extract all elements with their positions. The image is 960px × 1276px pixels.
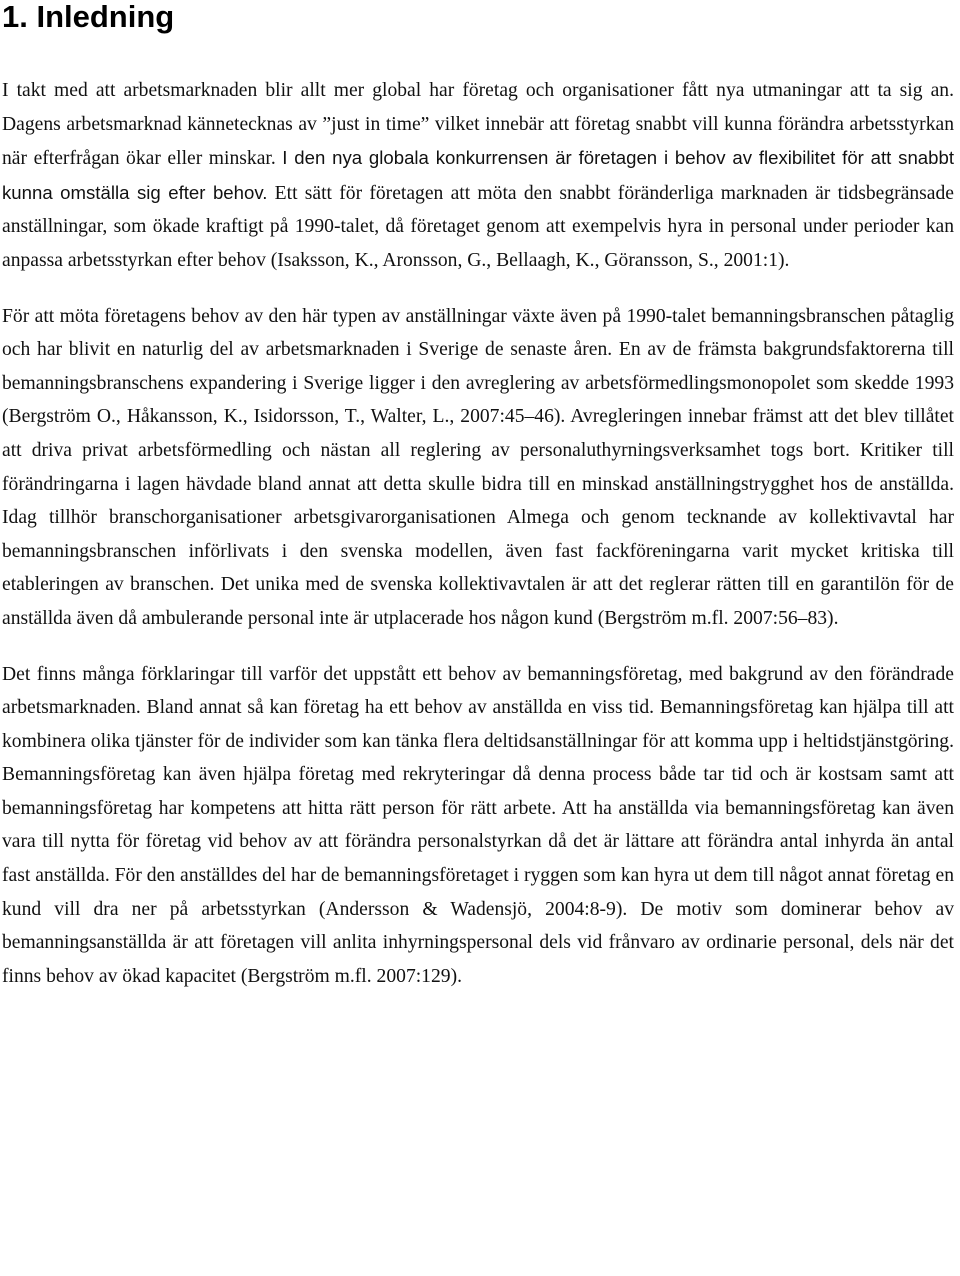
paragraph-1-sentence-2: I den nya globala konkurrensen är företagen i behov av flexibilitet för att snabbt kunna omställa sig efter behov.: [2, 147, 954, 203]
paragraph-1-sentence-3: Ett sätt för företagen att möta den snabbt föränderliga marknaden är tidsbegränsade anställningar, som ökade kraftigt på 1990-talet, då företaget genom att exempelvis hyra in personal under perioder kan anpassa arbetsstyrkan efter behov (Isaksson, K., Aronsson, G., Bellaagh, K., Göransson, S., 2001:1).: [2, 182, 954, 271]
section-heading: 1. Inledning: [2, 0, 175, 34]
paragraph-3: Det finns många förklaringar till varför det uppstått ett behov av bemanningsföretag, med bakgrund av den förändrade arbetsmarknaden. Bland annat så kan företag ha ett behov av anställda en viss tid. Bemanningsföretag kan hjälpa till att kombinera olika tjänster för de individer som kan tänka flera deltidsanställningar för att komma upp i heltidstjänstgöring. Bemanningsföretag kan även hjälpa företag med rekryteringar då denna process både tar tid och är kostsam samt att bemanningsföretag har kompetens att hitta rätt person för rätt arbete. Att ha anställda via bemanningsföretag kan även vara till nytta för företag vid behov av att förändra personalstyrkan då det är lättare att förändra antal inhyrda än antal fast anställda. För den anställdes del har de bemanningsföretaget i ryggen som kan hyra ut dem till något annat företag en kund vill dra ner på arbetsstyrkan (Andersson & Wadensjö, 2004:8-9). De motiv som dominerar behov av bemanningsanställda är att företagen vill anlita inhyrningspersonal dels vid frånvaro av ordinarie personal, dels när det finns behov av ökad kapacitet (Bergström m.fl. 2007:129).: [2, 663, 954, 987]
paragraph-1-sentence-1: I takt med att arbetsmarknaden blir allt mer global har företag och organisationer fått nya utmaningar att ta sig an. Dagens arbetsmarknad kännetecknas av ”just in time” vilket innebär att företag snabbt vill kunna förändra arbetsstyrkan när efterfrågan ökar eller minskar.: [2, 80, 954, 170]
paragraph-1: [2, 74, 954, 278]
paragraph-2: För att möta företagens behov av den här typen av anställningar växte även på 1990-talet bemanningsbranschen påtaglig och har blivit en naturlig del av arbetsmarknaden i Sverige de senaste åren. En av de främsta bakgrundsfaktorerna till bemanningsbranschens expandering i Sverige ligger i den avreglering av arbetsförmedlingsmonopolet som skedde 1993 (Bergström O., Håkansson, K., Isidorsson, T., Walter, L., 2007:45–46). Avregleringen innebar främst att det blev tillåtet att driva privat arbetsförmedling och nästan all reglering av personaluthyrningsverksamhet togs bort. Kritiker till förändringarna i lagen hävdade bland annat att detta skulle bidra till en minskad anställningstrygghet hos de anställda. Idag tillhör branschorganisationer arbetsgivarorganisationen Almega och genom tecknande av kollektivavtal har bemanningsbranschen införlivats i den svenska modellen, även fast fackföreningarna varit mycket kritiska till etableringen av branschen. Det unika med de svenska kollektivavtalen är att det reglerar rätten till en garantilön för de anställda även då ambulerande personal inte är utplacerade hos någon kund (Bergström m.fl. 2007:56–83).: [2, 305, 954, 629]
